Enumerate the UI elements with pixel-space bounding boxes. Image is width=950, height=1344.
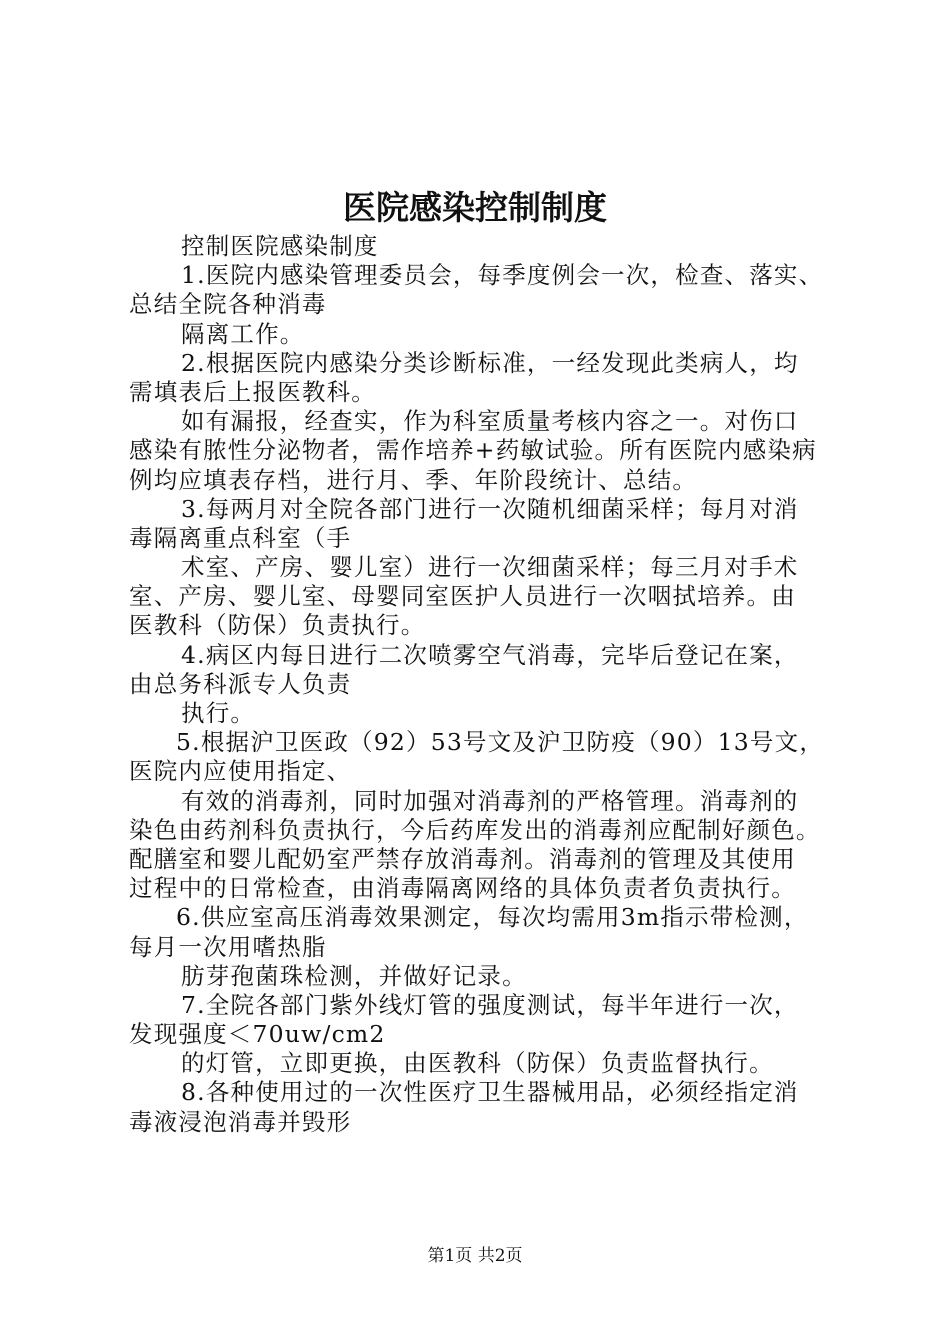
body-line: 配膳室和婴儿配奶室严禁存放消毒剂。消毒剂的管理及其使用 bbox=[129, 844, 796, 873]
body-line: 发现强度＜70uw/cm2 bbox=[129, 1020, 386, 1049]
body-line: 4.病区内每日进行二次喷雾空气消毒，完毕后登记在案， bbox=[181, 640, 799, 669]
body-line: 由总务科派专人负责 bbox=[129, 669, 352, 698]
body-line: 每月一次用嗜热脂 bbox=[129, 932, 327, 961]
document-title: 医院感染控制制度 bbox=[343, 188, 607, 227]
body-line: 肪芽孢菌珠检测，并做好记录。 bbox=[181, 961, 527, 990]
body-line: 如有漏报，经查实，作为科室质量考核内容之一。对伤口 bbox=[181, 407, 799, 436]
body-line: 医院内应使用指定、 bbox=[129, 757, 352, 786]
body-line: 有效的消毒剂，同时加强对消毒剂的严格管理。消毒剂的 bbox=[181, 786, 799, 815]
body-line: 8.各种使用过的一次性医疗卫生器械用品，必须经指定消 bbox=[181, 1078, 799, 1107]
body-line: 5.根据沪卫医政（92）53号文及沪卫防疫（90）13号文， bbox=[176, 728, 825, 757]
page-footer: 第1页 共2页 bbox=[427, 1246, 523, 1266]
body-line: 3.每两月对全院各部门进行一次随机细菌采样；每月对消 bbox=[181, 494, 799, 523]
body-line: 6.供应室高压消毒效果测定，每次均需用3m指示带检测， bbox=[176, 903, 809, 932]
body-line: 控制医院感染制度 bbox=[181, 232, 379, 260]
body-line: 感染有脓性分泌物者，需作培养+药敏试验。所有医院内感染病 bbox=[129, 436, 817, 465]
body-line: 毒液浸泡消毒并毁形 bbox=[129, 1107, 352, 1136]
body-line: 室、产房、婴儿室、母婴同室医护人员进行一次咽拭培养。由 bbox=[129, 582, 796, 611]
body-line: 隔离工作。 bbox=[181, 319, 305, 348]
body-line: 总结全院各种消毒 bbox=[129, 290, 327, 319]
body-line: 例均应填表存档，进行月、季、年阶段统计、总结。 bbox=[129, 465, 698, 494]
body-line: 的灯管，立即更换，由医教科（防保）负责监督执行。 bbox=[181, 1049, 774, 1078]
body-line: 毒隔离重点科室（手 bbox=[129, 523, 352, 552]
body-line: 需填表后上报医教科。 bbox=[129, 377, 376, 406]
body-line: 2.根据医院内感染分类诊断标准，一经发现此类病人，均 bbox=[181, 348, 799, 377]
body-line: 1.医院内感染管理委员会，每季度例会一次，检查、落实、 bbox=[181, 261, 824, 290]
document-body bbox=[129, 232, 854, 1137]
body-line: 7.全院各部门紫外线灯管的强度测试，每半年进行一次， bbox=[181, 990, 799, 1019]
body-line: 术室、产房、婴儿室）进行一次细菌采样；每三月对手术 bbox=[181, 553, 799, 582]
body-line: 执行。 bbox=[181, 699, 256, 727]
body-line: 染色由药剂科负责执行，今后药库发出的消毒剂应配制好颜色。 bbox=[129, 815, 821, 844]
body-line: 医教科（防保）负责执行。 bbox=[129, 611, 426, 640]
body-line: 过程中的日常检查，由消毒隔离网络的具体负责者负责执行。 bbox=[129, 874, 796, 903]
